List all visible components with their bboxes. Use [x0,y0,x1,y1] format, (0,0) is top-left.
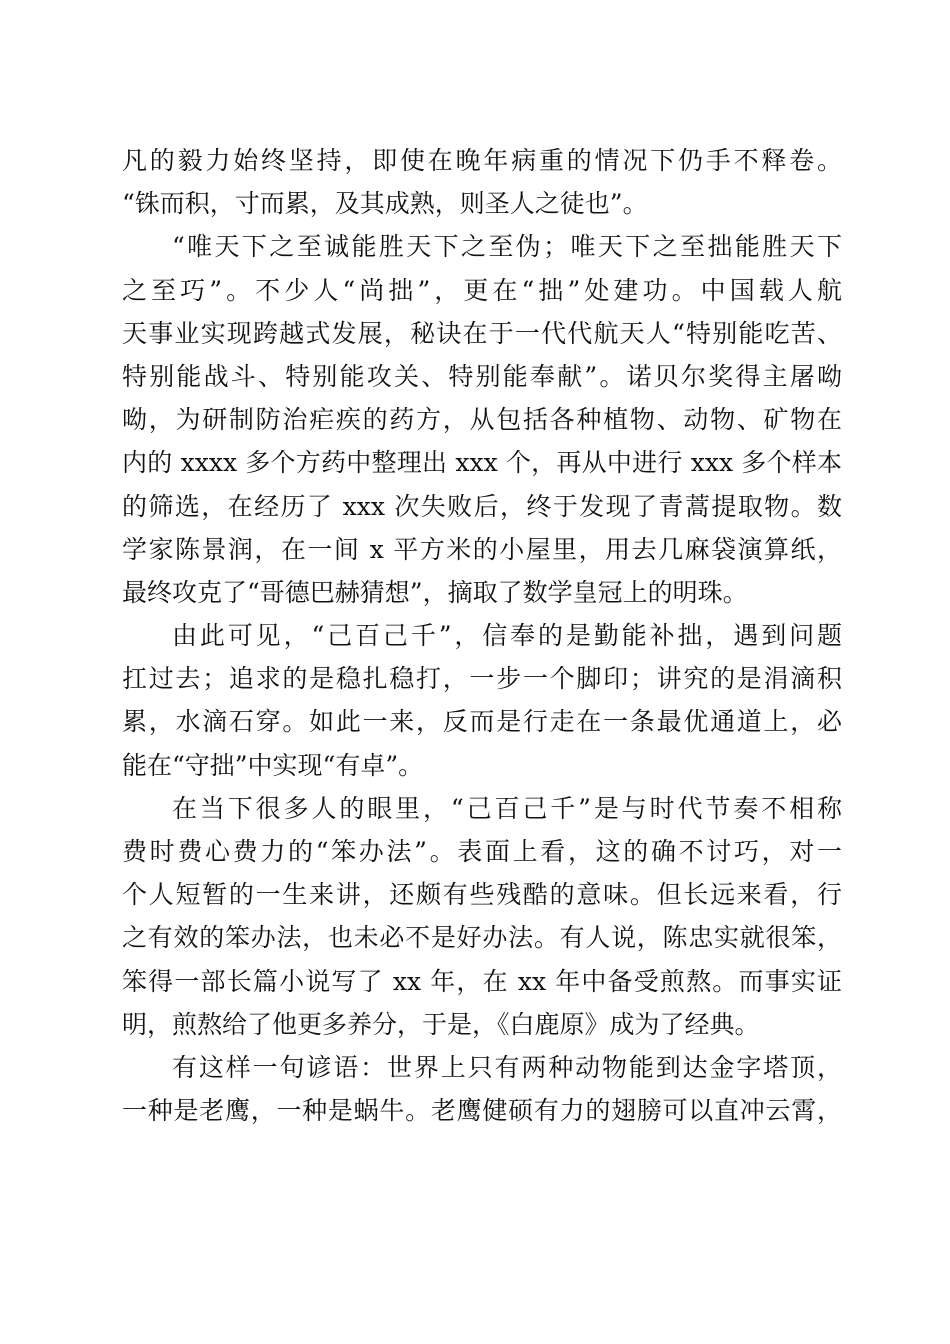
body-text [122,139,842,1132]
text-line: 由此可见，“己百己千”，信奉的是勤能补拙，遇到问题 [172,621,842,651]
text-line: 天事业实现跨越式发展，秘诀在于一代代航天人“特别能吃苦、 [122,318,842,348]
text-line: 特别能战斗、特别能攻关、特别能奉献”。诺贝尔奖得主屠呦 [122,361,842,391]
text-line: 学家陈景润，在一间 x 平方米的小屋里，用去几麻袋演算纸， [122,534,842,564]
text-line: 个人短暂的一生来讲，还颇有些残酷的意味。但长远来看，行 [122,880,842,910]
text-line: 一种是老鹰，一种是蜗牛。老鹰健硕有力的翅膀可以直冲云霄， [122,1096,842,1126]
text-line: 凡的毅力始终坚持，即使在晚年病重的情况下仍手不释卷。 [122,146,842,175]
text-line: 扛过去；追求的是稳扎稳打，一步一个脚印；讲究的是涓滴积 [122,664,842,694]
text-line: 的筛选，在经历了 xxx 次失败后，终于发现了青蒿提取物。数 [122,491,842,521]
text-line: 呦，为研制防治疟疾的药方，从包括各种植物、动物、矿物在 [122,405,842,435]
text-line: 能在“守拙”中实现“有卓”。 [122,750,424,780]
text-line: 之至巧”。不少人“尚拙”，更在“拙”处建功。中国载人航 [122,275,842,305]
text-line: 明，煎熬给了他更多养分，于是，《白鹿原》成为了经典。 [122,1009,760,1039]
text-line: 之有效的笨办法，也未必不是好办法。有人说，陈忠实就很笨， [122,923,842,953]
text-line: 有这样一句谚语：世界上只有两种动物能到达金字塔顶， [172,1052,842,1082]
text-line: 累，水滴石穿。如此一来，反而是行走在一条最优通道上，必 [122,707,842,737]
text-line: 笨得一部长篇小说写了 xx 年，在 xx 年中备受煎熬。而事实证 [122,966,842,996]
text-line: 最终攻克了“哥德巴赫猜想”，摘取了数学皇冠上的明珠。 [122,577,748,607]
text-line: 费时费心费力的“笨办法”。表面上看，这的确不讨巧，对一 [122,837,842,866]
text-line: 内的 xxxx 多个方药中整理出 xxx 个，再从中进行 xxx 多个样本 [122,448,842,478]
text-line: “唯天下之至诚能胜天下之至伪；唯天下之至拙能胜天下 [172,232,842,262]
text-line: “铢而积，寸而累，及其成熟，则圣人之徒也”。 [122,189,648,219]
text-line: 在当下很多人的眼里，“己百己千”是与时代节奏不相称 [172,793,842,823]
